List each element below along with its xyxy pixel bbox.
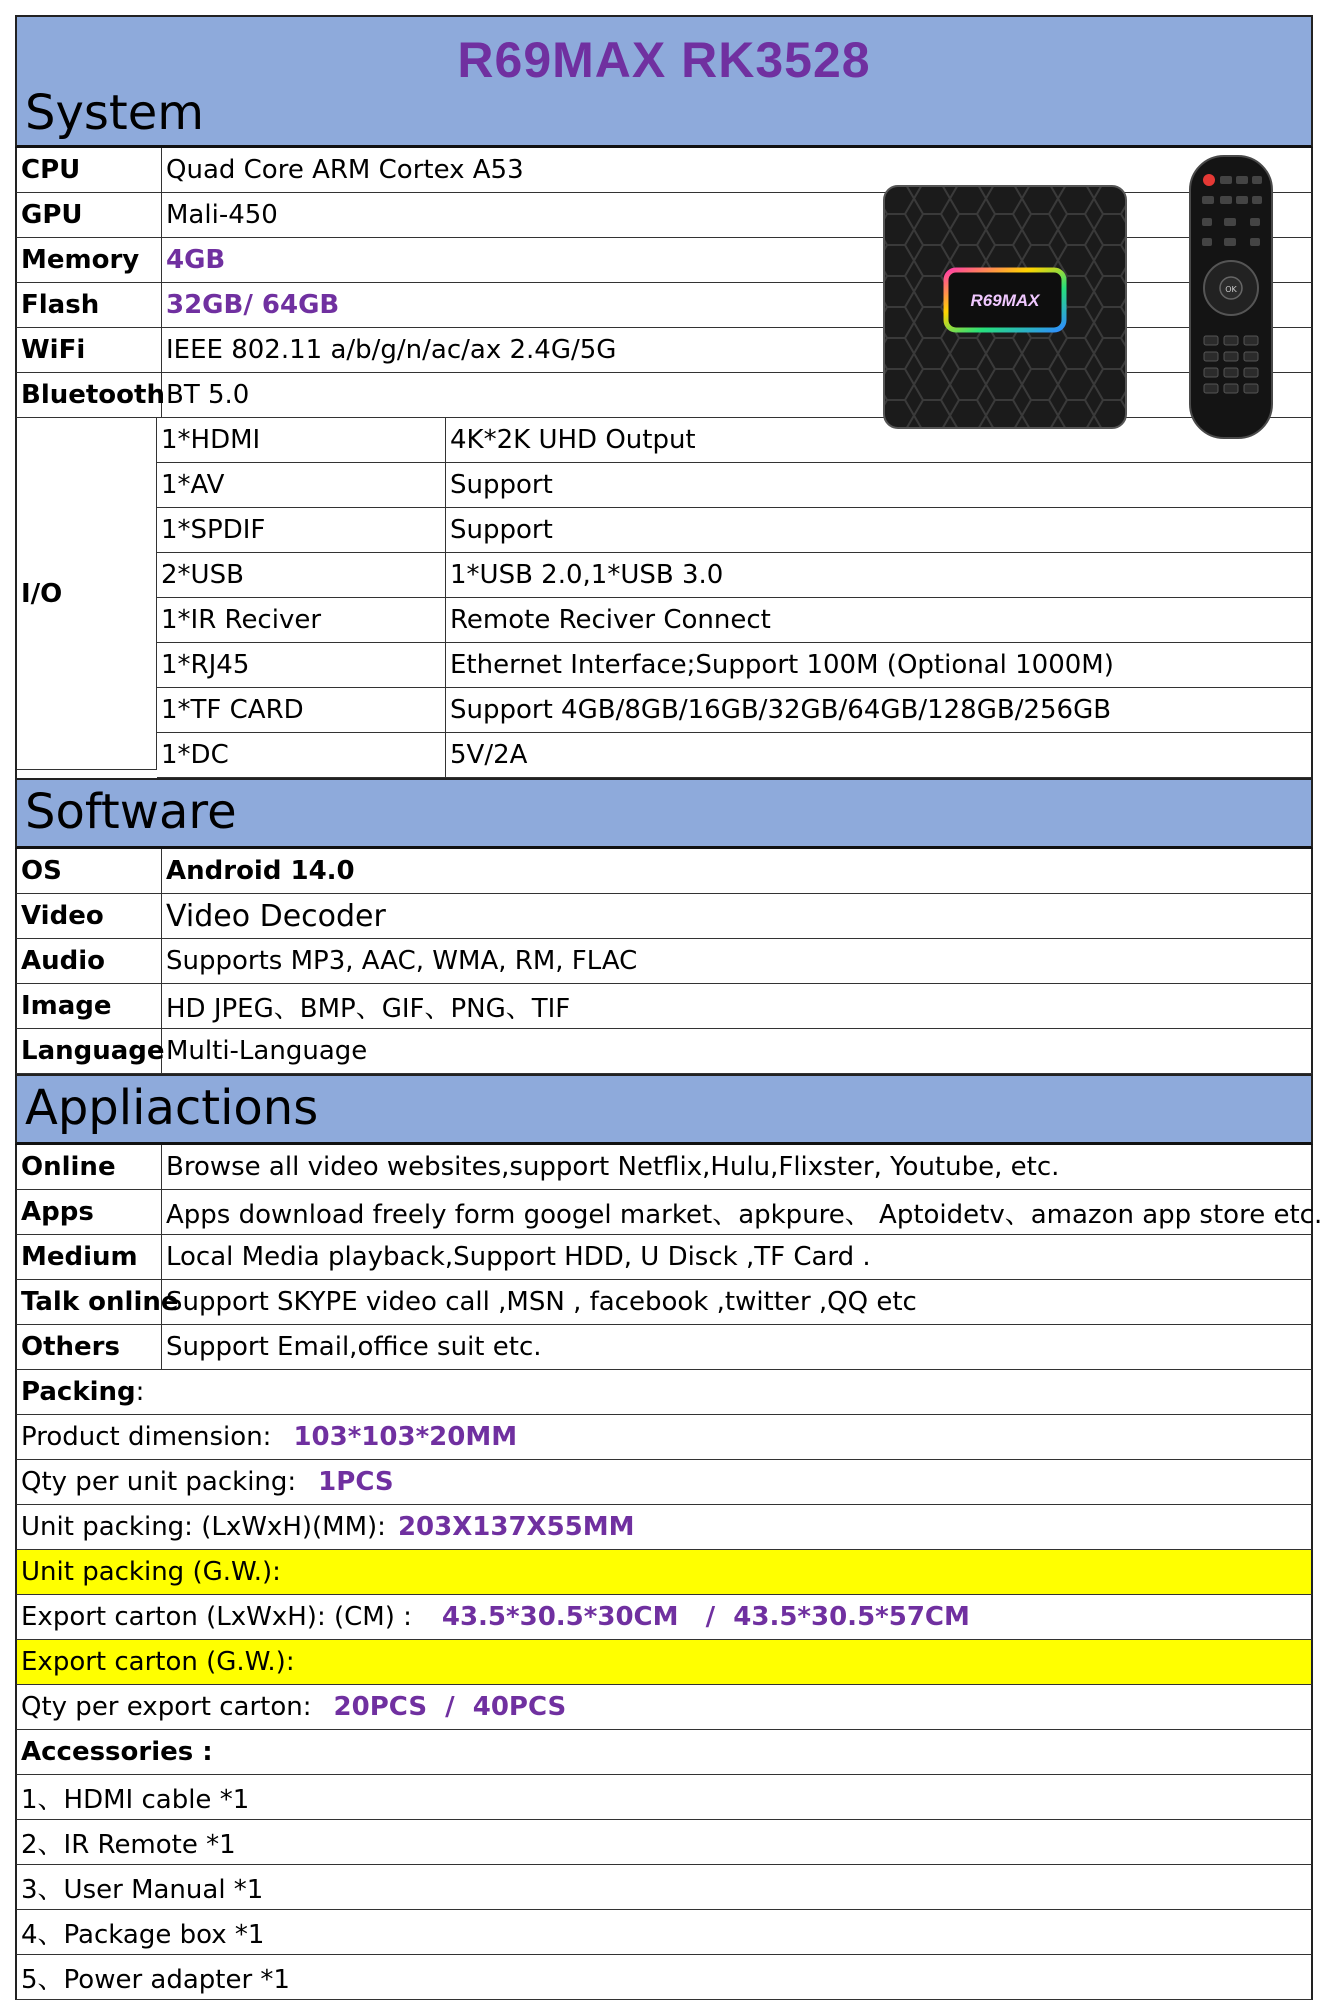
packing-label: Qty per unit packing: <box>21 1467 297 1497</box>
io-label: I/O <box>17 418 157 770</box>
spec-row-medium <box>15 1235 1313 1280</box>
io-port: 1*DC <box>157 733 446 777</box>
io-port: 1*SPDIF <box>157 508 446 552</box>
io-row <box>157 598 1311 643</box>
io-port: 1*AV <box>157 463 446 507</box>
packing-value: 103*103*20MM <box>293 1422 518 1452</box>
io-port: 1*HDMI <box>157 418 446 462</box>
io-row <box>157 733 1311 778</box>
spec-row-image <box>15 984 1313 1029</box>
io-port: 1*RJ45 <box>157 643 446 687</box>
io-row <box>157 508 1311 553</box>
spec-row-audio <box>15 939 1313 984</box>
spec-label: Video <box>17 894 162 938</box>
io-row <box>157 463 1311 508</box>
io-desc: Ethernet Interface;Support 100M (Optional 1000M) <box>450 650 1114 680</box>
io-desc: Remote Reciver Connect <box>450 605 771 635</box>
packing-row-unit-gw <box>15 1550 1313 1595</box>
packing-row-qty-unit <box>15 1460 1313 1505</box>
packing-value: 43.5*30.5*30CM / 43.5*30.5*57CM <box>441 1602 970 1632</box>
spec-value: Support Email,office suit etc. <box>166 1332 542 1362</box>
io-desc: Support <box>450 515 553 545</box>
spec-row-talk-online <box>15 1280 1313 1325</box>
spec-label: Bluetooth <box>17 373 162 417</box>
packing-value: 203X137X55MM <box>397 1512 635 1542</box>
packing-label: Unit packing (G.W.): <box>21 1557 281 1587</box>
spec-label: Language <box>17 1029 162 1073</box>
spec-label: Medium <box>17 1235 162 1279</box>
title-band <box>15 15 1313 148</box>
spec-label: WiFi <box>17 328 162 372</box>
spec-label: Online <box>17 1145 162 1189</box>
spec-row-others <box>15 1325 1313 1370</box>
spec-label: Apps <box>17 1190 162 1234</box>
io-desc: Support <box>450 470 553 500</box>
spec-label: CPU <box>17 148 162 192</box>
packing-row-product-dimension <box>15 1415 1313 1460</box>
spec-value: Quad Core ARM Cortex A53 <box>166 155 524 185</box>
io-port: 1*IR Reciver <box>157 598 446 642</box>
packing-value: 20PCS / 40PCS <box>333 1692 567 1722</box>
spec-row-online <box>15 1145 1313 1190</box>
io-desc: 5V/2A <box>450 740 528 770</box>
spec-value: Android 14.0 <box>166 856 355 886</box>
io-desc: 4K*2K UHD Output <box>450 425 696 455</box>
accessory-item: 3、User Manual *1 <box>15 1865 1313 1910</box>
applications-band <box>15 1074 1313 1145</box>
io-row <box>157 643 1311 688</box>
ir-remote <box>1190 156 1272 438</box>
spec-value: 4GB <box>166 245 226 275</box>
packing-row-unit-packing <box>15 1505 1313 1550</box>
spec-value: Multi-Language <box>166 1036 368 1066</box>
spec-value: Supports MP3, AAC, WMA, RM, FLAC <box>166 946 638 976</box>
spec-value: HD JPEG、BMP、GIF、PNG、TIF <box>166 993 571 1024</box>
power-button-icon <box>1203 174 1215 186</box>
spec-label: Flash <box>17 283 162 327</box>
packing-row-qty-export <box>15 1685 1313 1730</box>
spec-value: Support SKYPE video call ,MSN , facebook ,twitter ,QQ etc <box>166 1287 917 1317</box>
software-band <box>15 778 1313 849</box>
applications-heading: Appliactions <box>25 1080 319 1136</box>
packing-heading: Packing <box>21 1377 136 1407</box>
accessories-heading: Accessories : <box>15 1730 1313 1775</box>
io-desc: Support 4GB/8GB/16GB/32GB/64GB/128GB/256GB <box>450 695 1112 725</box>
io-table <box>15 418 1313 778</box>
spec-value: 32GB/ 64GB <box>166 290 340 320</box>
packing-value: 1PCS <box>318 1467 394 1497</box>
spec-label: GPU <box>17 193 162 237</box>
tv-box <box>884 186 1126 428</box>
box-logo: R69MAX <box>970 291 1040 310</box>
packing-row-export-gw <box>15 1640 1313 1685</box>
software-heading: Software <box>25 784 237 840</box>
spec-value: Mali-450 <box>166 200 278 230</box>
packing-label: Unit packing: (LxWxH)(MM): <box>21 1512 386 1542</box>
spec-value: Video Decoder <box>166 898 386 934</box>
accessory-item: 4、Package box *1 <box>15 1910 1313 1955</box>
packing-label: Export carton (G.W.): <box>21 1647 295 1677</box>
io-desc: 1*USB 2.0,1*USB 3.0 <box>450 560 724 590</box>
io-row <box>157 553 1311 598</box>
spec-label: Image <box>17 984 162 1028</box>
spec-label: Audio <box>17 939 162 983</box>
product-photo <box>878 152 1318 442</box>
ok-label: OK <box>1225 285 1237 294</box>
spec-row-apps <box>15 1190 1323 1235</box>
spec-value: Local Media playback,Support HDD, U Disck ,TF Card . <box>166 1242 871 1272</box>
spec-value: Apps download freely form googel market、apkpure、 Aptoidetv、amazon app store etc. <box>166 1199 1323 1230</box>
spec-row-os <box>15 849 1313 894</box>
spec-value: IEEE 802.11 a/b/g/n/ac/ax 2.4G/5G <box>166 335 617 365</box>
packing-row-export-carton <box>15 1595 1313 1640</box>
packing-label: Product dimension: <box>21 1422 272 1452</box>
io-row <box>157 688 1311 733</box>
io-port: 1*TF CARD <box>157 688 446 732</box>
spec-value: Browse all video websites,support Netflix,Hulu,Flixster, Youtube, etc. <box>166 1152 1060 1182</box>
spec-label: Memory <box>17 238 162 282</box>
spec-row-video <box>15 894 1313 939</box>
product-title: R69MAX RK3528 <box>457 32 871 88</box>
spec-row-language <box>15 1029 1313 1074</box>
packing-label: Qty per export carton: <box>21 1692 312 1722</box>
spec-label: Others <box>17 1325 162 1369</box>
accessory-item: 2、IR Remote *1 <box>15 1820 1313 1865</box>
packing-heading-row <box>15 1370 1313 1415</box>
packing-label: Export carton (LxWxH): (CM) : <box>21 1602 412 1632</box>
spec-value: BT 5.0 <box>166 380 250 410</box>
accessory-item: 5、Power adapter *1 <box>15 1955 1313 2000</box>
accessory-item: 1、HDMI cable *1 <box>15 1775 1313 1820</box>
spec-label: OS <box>17 849 162 893</box>
system-heading: System <box>25 85 204 141</box>
packing-heading-suffix: : <box>135 1377 145 1407</box>
spec-label: Talk online <box>17 1280 162 1324</box>
io-port: 2*USB <box>157 553 446 597</box>
